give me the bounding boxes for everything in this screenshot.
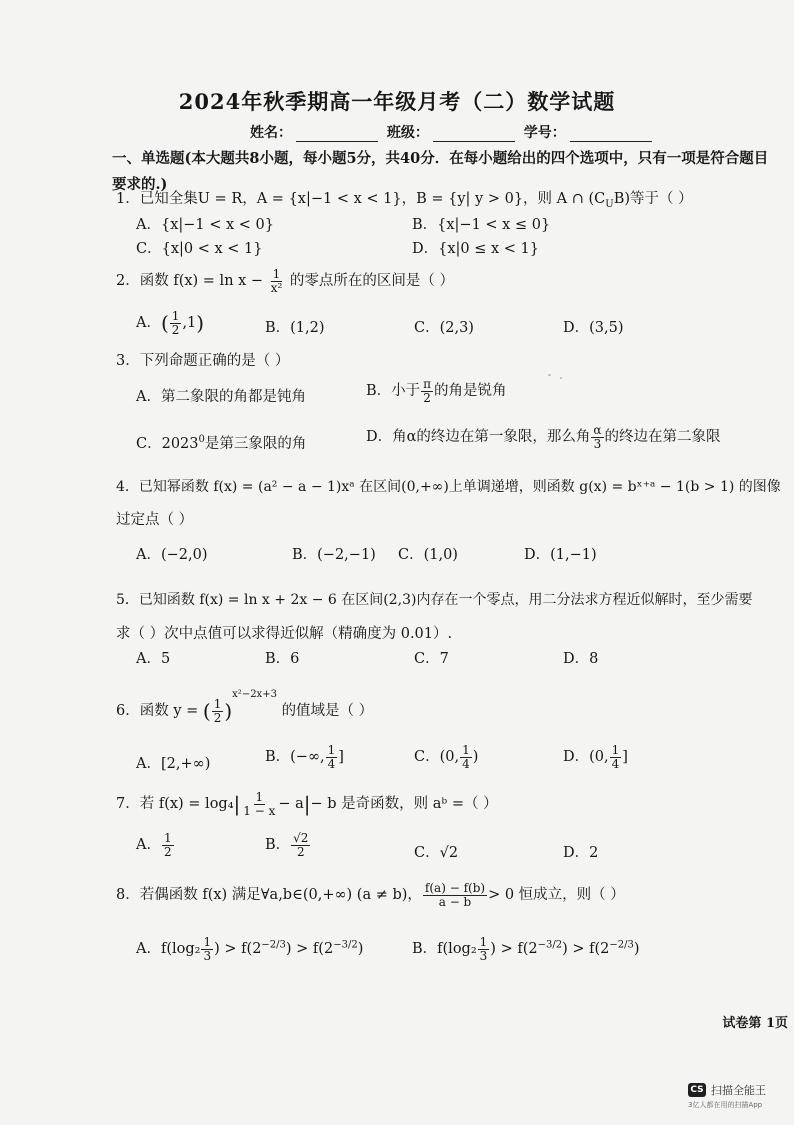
q1-stem-sub: U <box>605 198 614 210</box>
q7-option-b <box>265 832 311 858</box>
q6-d-post: ] <box>622 749 628 766</box>
q1-stem: 1．已知全集U = R，A = {x|−1 < x < 1}，B = {y| y > 0}，则 A ∩ (C <box>116 191 606 207</box>
q6-b-fraction <box>326 744 338 770</box>
name-blank <box>296 141 378 142</box>
q6-stem-pre: 6．函数 y = <box>116 703 199 719</box>
question-8 <box>116 882 625 908</box>
q1-option-d: D．{x|0 ≤ x < 1} <box>412 241 540 257</box>
q4-option-c: C．(1,0) <box>398 547 458 563</box>
q2-option-d: D．(3,5) <box>563 320 624 336</box>
q7-option-a <box>136 832 175 858</box>
q5-option-d: D．8 <box>563 651 599 667</box>
q8-a-power1-exp: −2/3 <box>261 939 286 951</box>
q3-c-pre: C．2023 <box>136 436 199 452</box>
q3-d-post: 的终边在第二象限 <box>604 429 721 446</box>
q4-option-b: B．(−2,−1) <box>292 547 376 563</box>
page-title: 2024年秋季期高一年级月考（二）数学试题 <box>178 89 616 114</box>
q6-option-d <box>563 744 628 770</box>
q5-option-c: C．7 <box>414 651 449 667</box>
cs-logo-icon: CS <box>688 1083 706 1097</box>
q8-a-fraction <box>201 936 213 962</box>
q7-stem-post: − b 是奇函数，则 aᵇ =（ ） <box>310 796 498 813</box>
q8-a-power1-base: 2 <box>252 941 262 958</box>
q7-fraction <box>241 791 277 817</box>
q3-c-sup: 0 <box>198 434 205 446</box>
q6-option-a: A．[2,+∞) <box>136 756 211 772</box>
q3-d-den: 3 <box>593 436 602 451</box>
q8-b-power1-exp: −3/2 <box>537 939 563 951</box>
q6-b-post: ] <box>338 749 344 766</box>
q3-b-pre: B．小于 <box>366 383 421 400</box>
q8-option-b: B．f(log₂ $\frac{1}{3}$ ) > $f(2^{-3/2}) > f(2^{-2/3})$ <box>412 935 640 963</box>
question-4-cont: 过定点（ ） <box>116 512 194 528</box>
q6-option-c <box>414 744 478 770</box>
q6-c-num: 1 <box>462 743 470 757</box>
section-heading: 一、单选题(本大题共8小题，每小题5分，共40分．在每小题给出的四个选项中，只有一项是符合题目要求的.) <box>112 150 769 193</box>
q1-stem-end: B)等于（ ） <box>613 191 693 207</box>
q8-a-label: A． <box>136 941 161 958</box>
q7-option-d: D．2 <box>563 845 599 861</box>
student-info <box>250 122 656 142</box>
q2-frac-num: 1 <box>272 267 281 281</box>
q3-d-fraction <box>591 424 603 450</box>
q2-a-post: ,1 <box>182 315 197 332</box>
q6-stem-post: 的值域是（ ） <box>281 703 374 719</box>
q3-b-post: 的角是锐角 <box>434 383 507 400</box>
q8-stem-pre: 8．若偶函数 f(x) 满足∀a,b∈(0,+∞) (a ≠ b)， <box>116 887 422 904</box>
number-label: 学号： <box>523 125 566 141</box>
q8-frac-den: a − b <box>438 894 472 909</box>
q3-option-a: A．第二象限的角都是钝角 <box>136 389 306 405</box>
q8-a-power2-base: 2 <box>323 941 334 958</box>
q2-a-fraction <box>170 310 182 336</box>
q8-a-frac-den: 3 <box>203 948 212 963</box>
q8-b-power1-base: 2 <box>528 941 538 958</box>
scan-speck <box>560 377 562 379</box>
q8-a-power2-exp: −3/2 <box>333 939 358 951</box>
q3-b-num: π <box>423 377 432 391</box>
question-2 <box>116 268 454 294</box>
question-1 <box>116 188 693 216</box>
q3-d-num: α <box>593 423 602 437</box>
q8-option-a: A．f(log₂ $\frac{1}{3}$ ) > $f(2^{-2/3}) > f(2^{-3/2})$ <box>136 935 364 963</box>
q8-b-log: f(log₂ <box>437 941 477 958</box>
question-5: 5．已知函数 f(x) = ln x + 2x − 6 在区间(2,3)内存在一个零点，用二分法求方程近似解时，至少需要 <box>116 592 753 608</box>
q8-frac-num: f(a) − f(b) <box>424 881 486 895</box>
q2-a-label: A． <box>136 315 161 332</box>
q7-frac-num: 1 <box>255 790 264 804</box>
scanner-watermark <box>688 1082 766 1098</box>
q6-d-num: 1 <box>611 743 620 757</box>
q6-option-b <box>265 744 344 770</box>
q3-b-den: 2 <box>423 390 431 405</box>
q2-option-a: A．( $\frac{1}{2}$ ,1) <box>136 309 205 337</box>
q2-fraction <box>269 268 285 294</box>
q6-d-fraction <box>610 744 622 770</box>
question-7: 7．若 f(x) = log₄| $\frac{1}{1 - x}$ − a|− b 是奇函数，则 aᵇ =（ ） <box>116 790 498 818</box>
q1-option-c: C．{x|0 < x < 1} <box>136 241 263 257</box>
q3-b-fraction <box>421 378 433 404</box>
q8-b-frac-num: 1 <box>479 935 488 949</box>
q8-a-frac-num: 1 <box>203 935 212 949</box>
q6-b-num: 1 <box>327 743 336 757</box>
q7-frac-den: 1 − x <box>243 803 276 818</box>
q6-c-post: ) <box>472 749 479 766</box>
q6-c-fraction <box>460 744 472 770</box>
q3-option-b <box>366 378 507 404</box>
q8-stem-post: > 0 恒成立，则（ ） <box>488 887 625 904</box>
q7-option-c: C．√2 <box>414 845 459 861</box>
q3-c-post: 是第三象限的角 <box>204 436 307 452</box>
scan-speck <box>548 374 551 376</box>
q2-frac-den: x² <box>270 280 283 295</box>
q1-option-b: B．{x|−1 < x ≤ 0} <box>412 217 551 233</box>
q2-stem-post: 的零点所在的区间是（ ） <box>289 273 454 290</box>
q8-b-frac-den: 3 <box>479 948 488 963</box>
q7-b-fraction <box>291 832 310 858</box>
q7-b-den: 2 <box>296 844 305 859</box>
q8-b-power2-base: 2 <box>600 941 610 958</box>
q2-option-c: C．(2,3) <box>414 320 474 336</box>
q2-stem-pre: 2．函数 f(x) = ln x − <box>116 273 264 290</box>
q8-b-power2-exp: −2/3 <box>609 939 634 951</box>
q6-frac-num: 1 <box>213 696 222 711</box>
q5-option-b: B．6 <box>265 651 300 667</box>
q8-b-label: B． <box>412 941 438 958</box>
q6-frac-den: 2 <box>213 710 222 725</box>
q5-option-a: A．5 <box>136 651 171 667</box>
q2-option-b: B．(1,2) <box>265 320 325 336</box>
scanner-brand: 扫描全能王 <box>711 1084 766 1097</box>
name-label: 姓名： <box>250 125 292 141</box>
q7-a-den: 2 <box>163 844 172 859</box>
q6-b-pre: B．(−∞, <box>265 749 325 766</box>
q1-option-a: A．{x|−1 < x < 0} <box>136 217 274 233</box>
q6-fraction <box>212 698 224 724</box>
q3-option-d <box>366 424 721 450</box>
q6-c-den: 4 <box>462 756 470 771</box>
q8-a-log: f(log₂ <box>160 941 201 958</box>
q2-a-num: 1 <box>171 309 180 323</box>
class-blank <box>433 141 515 142</box>
class-label: 班级： <box>386 125 429 141</box>
number-blank <box>570 141 652 142</box>
q7-b-num: √2 <box>293 831 309 845</box>
page-footer: 试卷第 1页 <box>722 1016 788 1031</box>
question-4: 4．已知幂函数 f(x) = (a² − a − 1)xᵃ 在区间(0,+∞)上单调递增，则函数 g(x) = bˣ⁺ᵃ − 1(b > 1) 的图像 <box>116 479 781 495</box>
q7-stem-mid: − a <box>278 796 304 813</box>
q6-c-pre: C．(0, <box>414 749 460 766</box>
question-3: 3．下列命题正确的是（ ） <box>116 353 290 369</box>
q6-exponent: x²−2x+3 <box>232 689 277 700</box>
question-6: 6．函数 y = ( $\frac{1}{2}$ )$^{x^2-2x+3}$ 的值域是（ ） <box>116 689 374 725</box>
scanner-tagline: 3亿人都在用的扫描App <box>688 1101 763 1109</box>
q4-option-a: A．(−2,0) <box>136 547 208 563</box>
q8-b-fraction <box>478 936 490 962</box>
q7-b-label: B． <box>265 837 291 854</box>
q6-d-den: 4 <box>611 756 620 771</box>
q7-a-num: 1 <box>163 831 172 845</box>
q2-a-den: 2 <box>171 322 180 337</box>
q4-option-d: D．(1,−1) <box>524 547 597 563</box>
q3-option-c <box>136 432 306 453</box>
question-5-cont: 求（ ）次中点值可以求得近似解（精确度为 0.01）. <box>116 626 453 642</box>
q3-d-pre: D．角α的终边在第一象限，那么角 <box>366 429 591 446</box>
q7-stem-pre: 7．若 f(x) = log₄ <box>116 796 234 813</box>
q7-a-fraction <box>162 832 174 858</box>
q7-a-label: A． <box>136 837 161 854</box>
q6-b-den: 4 <box>327 756 336 771</box>
q8-fraction <box>423 882 487 908</box>
q6-d-pre: D．(0, <box>563 749 609 766</box>
